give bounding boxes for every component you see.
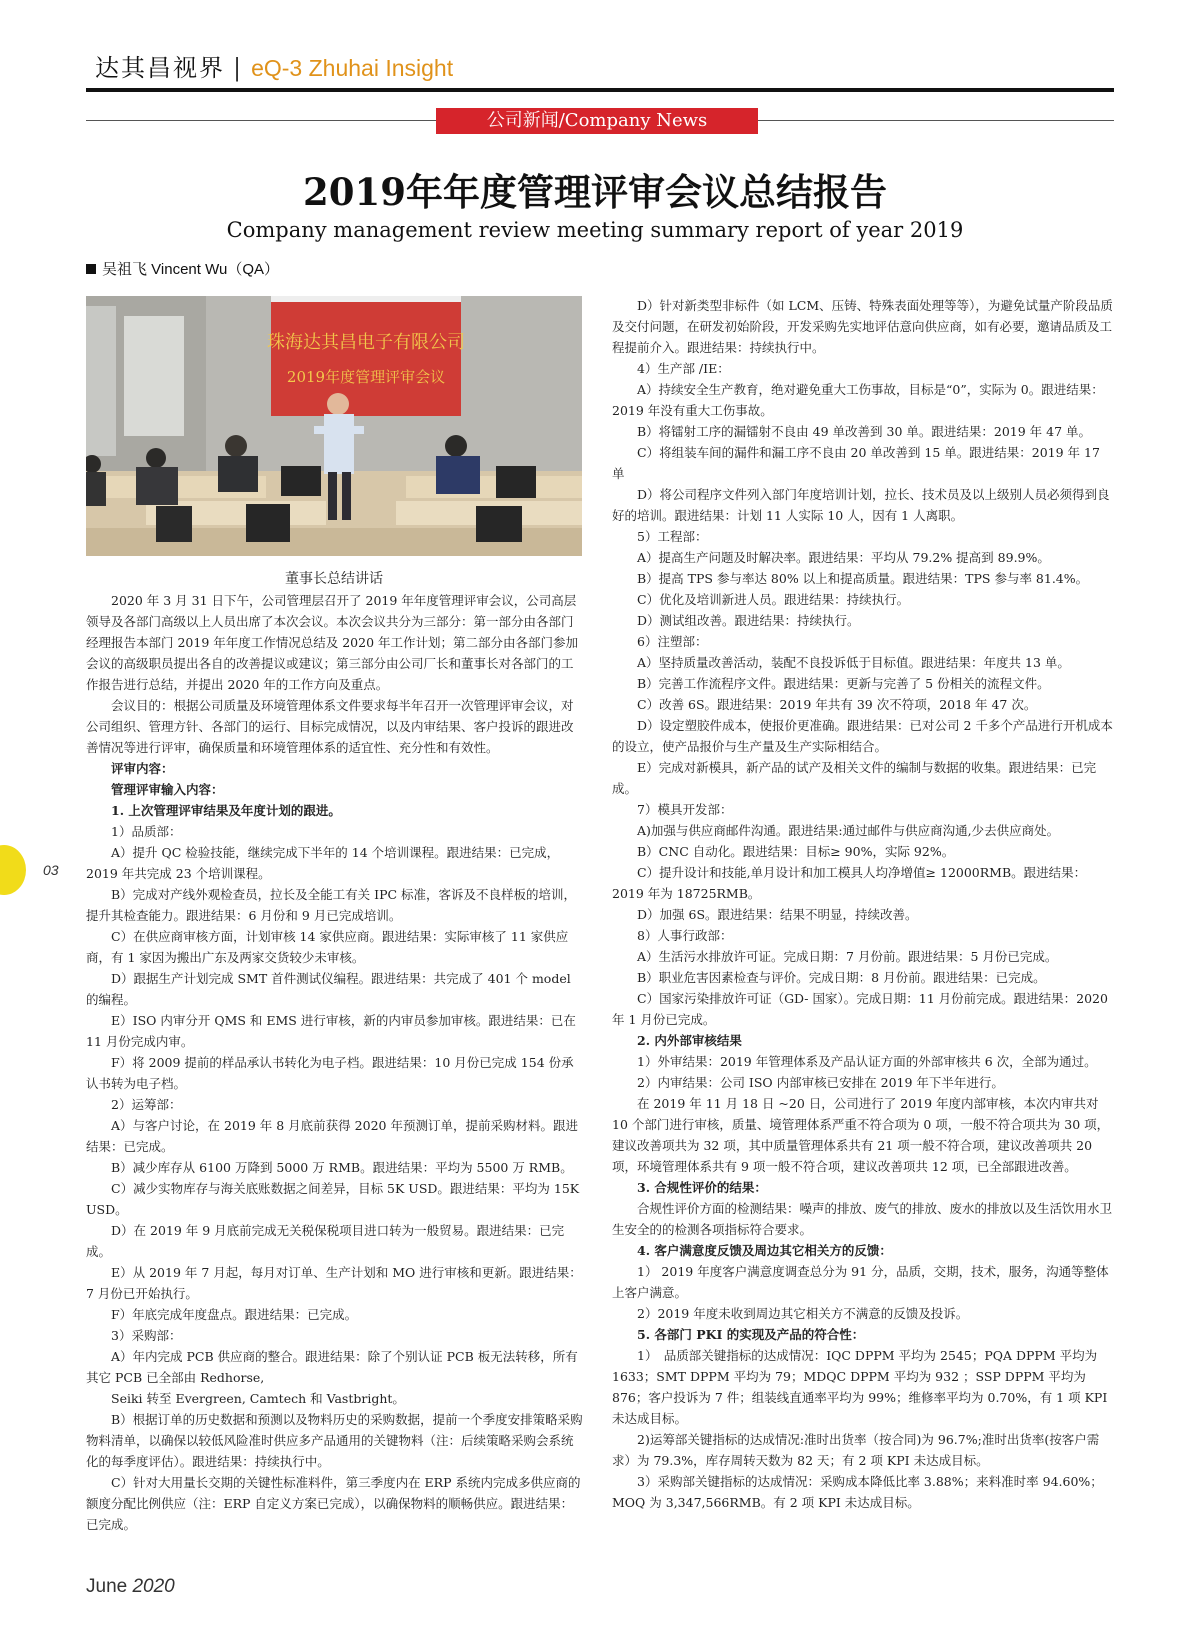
paragraph: 评审内容： <box>111 761 174 776</box>
paragraph: D）加强 6S。跟进结果：结果不明显，持续改善。 <box>637 907 918 922</box>
paragraph: 2020 年 3 月 31 日下午，公司管理层召开了 2019 年年度管理评审会议，公司高层领导及各部门高级以上人员出席了本次会议。本次会议共分为三部分：第一部分由各部门经理报告本部门 2019 年年度工作情况总结及 2020 年工作计划；第二部分由各部门参加会议的高级职员提出各自的改善提议或建议；第三部分由公司厂长和董事长对各部门的工作报告进行总结，并提出 2020 年的工作方向及重点。 <box>86 593 579 692</box>
paragraph: 2）运筹部： <box>111 1097 182 1112</box>
paragraph: 1. 上次管理评审结果及年度计划的跟进。 <box>111 803 341 818</box>
paragraph: 1）品质部： <box>111 824 182 839</box>
paragraph: 2)运筹部关键指标的达成情况:准时出货率（按合同)为 96.7%;准时出货率(按客户需求）为 79.3%，库存周转天数为 82 天；有 2 项 KPI 未达成目标。 <box>612 1432 1100 1468</box>
left-column <box>86 590 584 1535</box>
paragraph: 3）采购部关键指标的达成情况：采购成本降低比率 3.88%；来料准时率 94.60%；MOQ 为 3,347,566RMB。有 2 项 KPI 未达成目标。 <box>612 1474 1103 1510</box>
paragraph: B）将镭射工序的漏镭射不良由 49 单改善到 30 单。跟进结果：2019 年 47 单。 <box>637 424 1092 439</box>
paragraph: 3. 合规性评价的结果： <box>637 1180 767 1195</box>
paragraph: 1） 2019 年度客户满意度调查总分为 91 分，品质，交期，技术，服务，沟通等整体上客户满意。 <box>612 1264 1109 1300</box>
paragraph: 在 2019 年 11 月 18 日 ~20 日，公司进行了 2019 年度内部审核，本次内审共对 10 个部门进行审核，质量、境管理体系严重不符合项为 0 项，一般不符合项共为 30 项，建议改善项共为 32 项，其中质量管理体系共有 21 项一般不符合项，建议改善项共 20 项，环境管理体系共有 9 项一般不符合项，建议改善项共 12 项，已全部跟进改善。 <box>612 1096 1110 1174</box>
paragraph: 5. 各部门 PKI 的实现及产品的符合性： <box>637 1327 865 1342</box>
paragraph: A）坚持质量改善活动，装配不良投诉低于目标值。跟进结果：年度共 13 单。 <box>637 655 1070 670</box>
paragraph: 7）模具开发部： <box>637 802 733 817</box>
paragraph: 1）外审结果：2019 年管理体系及产品认证方面的外部审核共 6 次，全部为通过。 <box>637 1054 1097 1069</box>
paragraph: C）优化及培训新进人员。跟进结果：持续执行。 <box>637 592 910 607</box>
paragraph: 管理评审输入内容： <box>111 782 224 797</box>
paragraph: 2）内审结果：公司 ISO 内部审核已安排在 2019 年下半年进行。 <box>637 1075 1004 1090</box>
paragraph: B）根据订单的历史数据和预测以及物料历史的采购数据，提前一个季度安排策略采购物料清单，以确保以较低风险准时供应多产品通用的关键物料（注：后续策略采购会系统化的每季度评估）。跟进结果：持续执行中。 <box>86 1412 583 1469</box>
page-tab-marker <box>0 845 26 895</box>
paragraph: C）国家污染排放许可证（GD- 国家）。完成日期：11 月份前完成。跟进结果：2020 年 1 月份已完成。 <box>612 991 1108 1027</box>
paragraph: Seiki 转至 Evergreen, Camtech 和 Vastbright。 <box>111 1391 405 1406</box>
banner-line-2: 2019年度管理评审会议 <box>286 368 446 386</box>
paragraph: B）完善工作流程序文件。跟进结果：更新与完善了 5 份相关的流程文件。 <box>637 676 1050 691</box>
banner-line-1: 珠海达其昌电子有限公司 <box>267 332 465 353</box>
paragraph: 6）注塑部： <box>637 634 708 649</box>
paragraph: 3）采购部： <box>111 1328 182 1343</box>
paragraph: F）将 2009 提前的样品承认书转化为电子档。跟进结果：10 月份已完成 154 份承认书转为电子档。 <box>86 1055 574 1091</box>
paragraph: B）职业危害因素检查与评价。完成日期：8 月份前。跟进结果：已完成。 <box>637 970 1046 985</box>
author-name: 吴祖飞 Vincent Wu（QA） <box>102 261 279 278</box>
paragraph: D）设定塑胶件成本，使报价更准确。跟进结果：已对公司 2 千多个产品进行开机成本的设立，使产品报价与生产量及生产实际相结合。 <box>612 718 1113 754</box>
paragraph: D）跟据生产计划完成 SMT 首件测试仪编程。跟进结果：共完成了 401 个 model 的编程。 <box>86 971 571 1007</box>
paragraph: A）与客户讨论，在 2019 年 8 月底前获得 2020 年预测订单，提前采购材料。跟进结果：已完成。 <box>86 1118 578 1154</box>
issue-month: June <box>86 1576 128 1597</box>
header-rule <box>86 88 1114 92</box>
paragraph: C）针对大用量长交期的关键性标准料件，第三季度内在 ERP 系统内完成多供应商的额度分配比例供应（注：ERP 自定义方案已完成），以确保物料的顺畅供应。跟进结果：已完成。 <box>86 1475 581 1532</box>
paragraph: E）完成对新模具，新产品的试产及相关文件的编制与数据的收集。跟进结果：已完成。 <box>612 760 1097 796</box>
paragraph: B）CNC 自动化。跟进结果：目标≥ 90%，实际 92%。 <box>637 844 955 859</box>
paragraph: E）ISO 内审分开 QMS 和 EMS 进行审核，新的内审员参加审核。跟进结果：已在 11 月份完成内审。 <box>86 1013 576 1049</box>
article-title: 2019年年度管理评审会议总结报告 <box>303 170 887 214</box>
brand-en: eQ-3 Zhuhai Insight <box>251 55 454 81</box>
paragraph: 合规性评价方面的检测结果：噪声的排放、废气的排放、废水的排放以及生活饮用水卫生安全的的检测各项指标符合要求。 <box>612 1201 1113 1237</box>
paragraph: C）减少实物库存与海关底账数据之间差异，目标 5K USD。跟进结果：平均为 15K USD。 <box>86 1181 580 1217</box>
paragraph: C）将组装车间的漏件和漏工序不良由 20 单改善到 15 单。跟进结果：2019 年 17 单 <box>612 445 1100 481</box>
meeting-photo <box>86 296 582 556</box>
page-number: 03 <box>43 862 59 878</box>
paragraph: 2）2019 年度未收到周边其它相关方不满意的反馈及投诉。 <box>637 1306 969 1321</box>
paragraph: D）在 2019 年 9 月底前完成无关税保税项目进口转为一般贸易。跟进结果：已完成。 <box>86 1223 565 1259</box>
paragraph: A）年内完成 PCB 供应商的整合。跟进结果：除了个别认证 PCB 板无法转移，所有其它 PCB 已全部由 Redhorse, <box>86 1349 578 1385</box>
paragraph: C）提升设计和技能,单月设计和加工模具人均净增值≥ 12000RMB。跟进结果：2019 年为 18725RMB。 <box>612 865 1087 901</box>
paragraph: 8）人事行政部： <box>637 928 733 943</box>
paragraph: A）生活污水排放许可证。完成日期：7 月份前。跟进结果：5 月份已完成。 <box>637 949 1058 964</box>
paragraph: C）在供应商审核方面，计划审核 14 家供应商。跟进结果：实际审核了 11 家供应商，有 1 家因为搬出广东及两家交货较少未审核。 <box>86 929 569 965</box>
paragraph: C）改善 6S。跟进结果：2019 年共有 39 次不符项，2018 年 47 次。 <box>637 697 1037 712</box>
paragraph: 1） 品质部关键指标的达成情况：IQC DPPM 平均为 2545；PQA DPPM 平均为 1633；SMT DPPM 平均为 79；MDQC DPPM 平均为 932 ；SSP DPPM 平均为 876；客户投诉为 7 件；组装线直通率平均为 99%；维修率平均为 0.70%，有 1 项 KPI 未达成目标。 <box>612 1348 1108 1426</box>
square-bullet-icon <box>86 264 96 274</box>
issue-date <box>86 1576 175 1598</box>
brand-cn: 达其昌视界 <box>95 54 225 82</box>
paragraph: 4. 客户满意度反馈及周边其它相关方的反馈： <box>637 1243 892 1258</box>
paragraph: A）提升 QC 检验技能，继续完成下半年的 14 个培训课程。跟进结果：已完成，2019 年共完成 23 个培训课程。 <box>86 845 560 881</box>
article-subtitle: Company management review meeting summary report of year 2019 <box>226 218 964 242</box>
paragraph: 会议目的：根据公司质量及环境管理体系文件要求每半年召开一次管理评审会议，对公司组织、管理方针、各部门的运行、目标完成情况，以及内审结果、客户投诉的跟进改善情况等进行评审，确保质量和环境管理体系的适宜性、充分性和有效性。 <box>86 698 574 755</box>
photo-caption: 董事长总结讲话 <box>285 571 383 587</box>
page-header <box>95 48 453 83</box>
paragraph: A）提高生产问题及时解决率。跟进结果：平均从 79.2% 提高到 89.9%。 <box>637 550 1050 565</box>
paragraph: 4）生产部 /IE： <box>637 361 730 376</box>
issue-year: 2020 <box>132 1576 175 1597</box>
paragraph: A）持续安全生产教育，绝对避免重大工伤事故，目标是“0”，实际为 0。跟进结果：2019 年没有重大工伤事故。 <box>612 382 1104 418</box>
section-tag: 公司新闻/Company News <box>436 108 758 134</box>
paragraph: B）提高 TPS 参与率达 80% 以上和提高质量。跟进结果：TPS 参与率 81.4%。 <box>637 571 1089 586</box>
paragraph: B）减少库存从 6100 万降到 5000 万 RMB。跟进结果：平均为 5500 万 RMB。 <box>111 1160 573 1175</box>
paragraph: 2. 内外部审核结果 <box>637 1033 742 1048</box>
paragraph: B）完成对产线外观检查员，拉长及全能工有关 IPC 标准，客诉及不良样板的培训，提升其检查能力。跟进结果：6 月份和 9 月已完成培训。 <box>86 887 577 923</box>
paragraph: D）测试组改善。跟进结果：持续执行。 <box>637 613 860 628</box>
paragraph: F）年底完成年度盘点。跟进结果：已完成。 <box>111 1307 358 1322</box>
paragraph: 5）工程部： <box>637 529 708 544</box>
paragraph: D）将公司程序文件列入部门年度培训计划，拉长、技术员及以上级别人员必须得到良好的培训。跟进结果：计划 11 人实际 10 人，因有 1 人离职。 <box>612 487 1110 523</box>
paragraph: A)加强与供应商邮件沟通。跟进结果:通过邮件与供应商沟通,少去供应商处。 <box>637 823 1060 838</box>
paragraph: E）从 2019 年 7 月起，每月对订单、生产计划和 MO 进行审核和更新。跟进结果：7 月份已开始执行。 <box>86 1265 582 1301</box>
header-separator: | <box>233 54 244 82</box>
right-column <box>612 295 1114 1513</box>
paragraph: D）针对新类型非标件（如 LCM、压铸、特殊表面处理等等），为避免试量产阶段品质及交付问题，在研发初始阶段，开发采购先实地评估意向供应商，如有必要，邀请品质及工程提前介入。跟进结果：持续执行中。 <box>612 298 1113 355</box>
author-line <box>86 258 279 279</box>
